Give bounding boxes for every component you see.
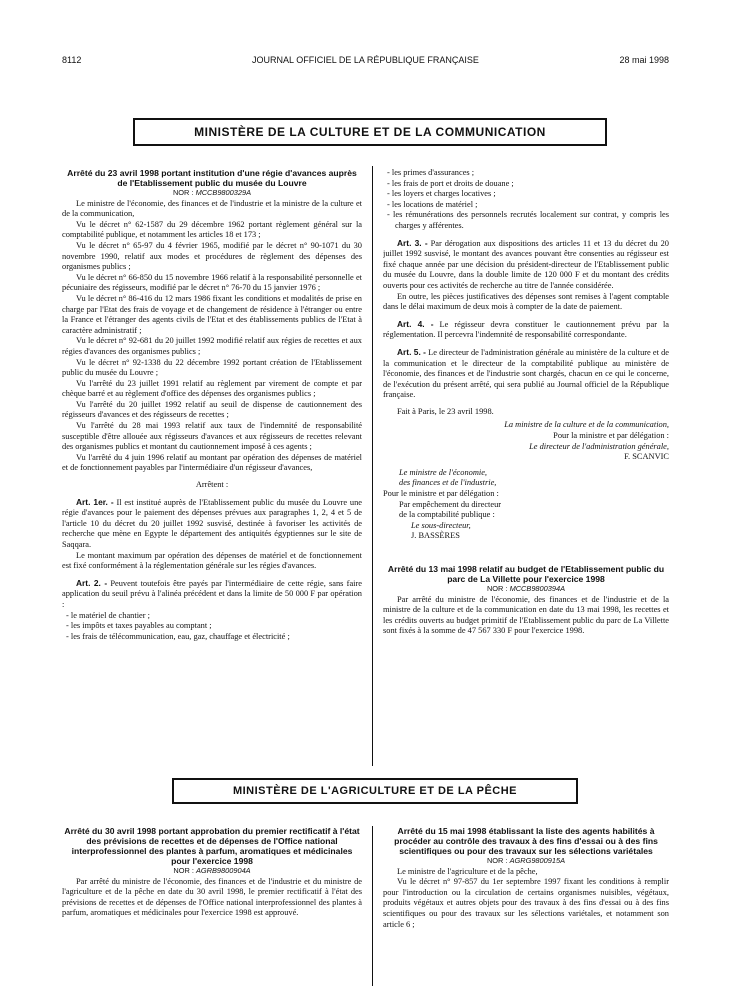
article-2: Art. 2. - Peuvent toutefois être payés par l'intermédiaire de cette régie, sans faire application du seuil prévu à l'alinéa précédent et dans la limite de 50 000 F par opération : [62, 577, 362, 609]
article-2-list-right [383, 168, 669, 232]
decree1-intro: Le ministre de l'économie, des finances et de l'industrie et la ministre de la culture et de la communication, [62, 198, 362, 219]
list-item: - les frais de port et droits de douane ; [387, 178, 514, 188]
decree4-intro: Le ministre de l'agriculture et de la pêche, [397, 866, 538, 876]
page-number: 8112 [62, 55, 82, 65]
decree3-text: Par arrêté du ministre de l'économie, des finances et de l'industrie et du ministre de l'agriculture et de la pêche en date du 30 avril 1998, le premier rectificatif à l'état des prévisions de recettes et de dépenses de l'Office national interprofessionnel des plantes à parfum, aromatiques et médicinales pour l'exercice 1998 est approuvé. [62, 876, 362, 918]
article-1: Art. 1er. - Il est institué auprès de l'Etablissement public du musée du Louvre une régie d'avances pour le paiement des dépenses prévues aux paragraphes 1, 2, 4 et 5 de l'article 10 du décret du 20 juillet 1992 susvisé, destinée à favoriser les activités de recherche que mène en Egypte le département des antiquités égyptiennes sur le site de Saqqara. [62, 496, 362, 549]
signature-block-1: La ministre de la culture et de la communication, Pour la ministre et par délégation : Le directeur de l'administration générale, F. SCANVIC [504, 420, 669, 462]
bottom-right-column [383, 826, 669, 986]
decree4-text: Vu le décret n° 97-857 du 1er septembre 1997 fixant les conditions à remplir pour l'introduction ou la circulation de certains organismes nuisibles, végétaux, produits végétaux et autres objets pour des travaux à des fins d'essai ou à des fins scientifiques ou pour des travaux sur les sélections variétales, et notamment son article 6 ; [383, 877, 669, 929]
decree1-title: Arrêté du 23 avril 1998 portant institution d'une régie d'avances auprès de l'Etablissement public du musée du Louvre [67, 168, 357, 188]
publication-date: 28 mai 1998 [619, 55, 669, 65]
list-item: - les primes d'assurances ; [387, 168, 475, 177]
decree3-nor: NOR : AGRB9800904A [173, 866, 251, 875]
left-column [62, 168, 362, 766]
consideration-item: Vu le décret n° 92-681 du 20 juillet 1992 modifié relatif aux régies de recettes et aux régies d'avances des organismes publics ; [62, 336, 362, 356]
ministry-culture-heading: MINISTÈRE DE LA CULTURE ET DE LA COMMUNICATION [133, 118, 607, 146]
list-item: - les frais de télécommunication, eau, gaz, chauffage et électricité ; [66, 631, 290, 641]
list-item: - les loyers et charges locatives ; [387, 189, 496, 199]
bottom-left-column [62, 826, 362, 986]
decree2-title: Arrêté du 13 mai 1998 relatif au budget de l'Etablissement public du parc de La Villette pour l'exercice 1998 [387, 564, 665, 584]
article-5: Art. 5. - Le directeur de l'administration générale au ministère de la culture et de la communication et le directeur de la comptabilité publique au ministère de l'économie, des finances et de l'industrie sont chargés, chacun en ce qui le concerne, de l'exécution du présent arrêté, qui sera publié au Journal officiel de la République française. [383, 346, 669, 400]
consideration-item: Vu le décret n° 66-850 du 15 novembre 1966 relatif à la responsabilité personnelle et pécuniaire des régisseurs, modifié par le décret n° 76-70 du 15 janvier 1976 ; [62, 272, 362, 293]
consideration-item: Vu le décret n° 65-97 du 4 février 1965, modifié par le décret n° 90-1071 du 30 novembre 1990, relatif aux modes et procédures de règlement des dépenses des organismes publics ; [62, 240, 362, 272]
signature-block-2: Le ministre de l'économie, des finances et de l'industrie, Pour le ministre et par délégation : Par empêchement du directeur de la comptabilité publique : Le sous-directeur, J. BASSÈRES [383, 467, 502, 541]
decree4-nor: NOR : AGRG9800915A [486, 856, 566, 865]
consideration-item: Vu l'arrêté du 28 mai 1993 relatif aux taux de l'indemnité de responsabilité susceptible d'être allouée aux régisseurs d'avances et aux régisseurs de recettes relevant des organismes publics et montant du cautionnement imposé à ces agents ; [62, 421, 362, 452]
decree1-nor: NOR : MCCB9800329A [172, 188, 252, 197]
decree3-title: Arrêté du 30 avril 1998 portant approbation du premier rectificatif à l'état des prévisions de recettes et de dépenses de l'Office national interprofessionnel des plantes à parfum, aromatiques et médicinales pour l'exercice 1998 [64, 826, 360, 866]
ministry-agriculture-heading: MINISTÈRE DE L'AGRICULTURE ET DE LA PÊCHE [172, 778, 578, 804]
right-column [383, 168, 669, 766]
list-item: - les locations de matériel ; [387, 199, 478, 209]
article-3-para2: En outre, les pièces justificatives des dépenses sont remises à l'agent comptable dans le délai maximum de deux mois à compter de la date de paiement. [383, 291, 669, 312]
decree4-title: Arrêté du 15 mai 1998 établissant la liste des agents habilités à procéder au contrôle des travaux à des fins d'essai ou à des fins scientifiques ou pour des travaux sur les sélections variétales [394, 826, 658, 856]
article-3: Art. 3. - Par dérogation aux dispositions des articles 11 et 13 du décret du 20 juillet 1992 susvisé, le montant des avances pouvant être consenties au régisseur est fixé chaque année par une décision du président-directeur de l'Etablissement public du musée du Louvre, dans la double limite de 120 000 F et du montant des crédits ouverts pour ces activités de recherche au titre de l'année considérée. [383, 237, 669, 290]
consideration-item: Vu l'arrêté du 23 juillet 1991 relatif au règlement par virement de compte et par chèque barré et au règlement d'office des dépenses des organismes publics ; [62, 378, 362, 399]
signature-date: Fait à Paris, le 23 avril 1998. [397, 406, 494, 416]
article-1-para2: Le montant maximum par opération des dépenses de matériel et de fonctionnement est fixé conformément à la réglementation générale sur les régies d'avances. [62, 550, 362, 571]
consideration-item: Vu le décret n° 86-416 du 12 mars 1986 fixant les conditions et modalités de prise en charge par l'Etat des frais de voyage et de changement de résidence à l'étranger ou entre la France et l'étranger des agents civils de l'Etat et des établissements publics de l'Etat à caractère administratif ; [62, 293, 362, 335]
article-4: Art. 4. - Le régisseur devra constituer le cautionnement prévu par la réglementation. Il percevra l'indemnité de responsabilité correspondante. [383, 318, 669, 340]
consideration-item: Vu l'arrêté du 20 juillet 1992 relatif au seuil de dispense de cautionnement des régisseurs d'avances et des régisseurs de recettes ; [62, 399, 362, 420]
list-item: - les impôts et taxes payables au comptant ; [66, 621, 212, 631]
decree2-text: Par arrêté du ministre de l'économie, des finances et de l'industrie et de la ministre de la culture et de la communication en date du 13 mai 1998, les recettes et les crédits ouverts au budget primitif de l'Etablissement public du parc de La Villette sont fixés à la somme de 47 567 330 F pour l'exercice 1998. [383, 594, 669, 636]
list-item: - le matériel de chantier ; [66, 610, 150, 620]
consideration-item: Vu l'arrêté du 4 juin 1996 relatif au montant par opération des dépenses de matériel et de fonctionnement payables par l'intermédiaire d'un régisseur d'avances, [62, 452, 362, 473]
decree1-considerations [62, 220, 362, 474]
journal-title: JOURNAL OFFICIEL DE LA RÉPUBLIQUE FRANÇAISE [252, 55, 479, 65]
arretent: Arrêtent : [195, 480, 229, 490]
article-2-list-left [62, 611, 362, 643]
consideration-item: Vu le décret n° 62-1587 du 29 décembre 1962 portant règlement général sur la comptabilité publique, et notamment les articles 18 et 173 ; [62, 219, 362, 240]
list-item: - les rémunérations des personnels recrutés localement sur contrat, y compris les charges y afférentes. [387, 210, 669, 230]
decree2-nor: NOR : MCCB9800394A [486, 584, 566, 593]
consideration-item: Vu le décret n° 92-1338 du 22 décembre 1992 portant création de l'Etablissement public du musée du Louvre ; [62, 357, 362, 378]
